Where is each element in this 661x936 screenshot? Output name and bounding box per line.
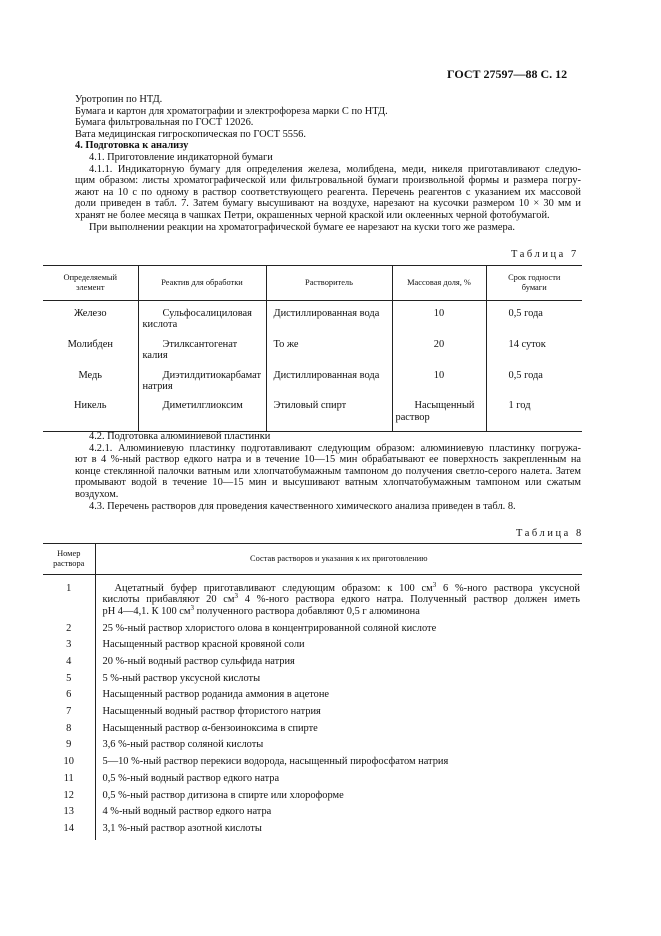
solvent-cell: Дистиллированная вода [266,301,392,331]
table8-header: Состав растворов и указания к их приготовлению [95,544,582,575]
reagent-cell: Этилксантогенат калия [138,331,266,362]
solution-number: 9 [66,739,72,751]
solution-number: 3 [66,639,72,651]
solution-description: 5—10 %-ный раствор перекиси водорода, насыщенный пирофосфатом натрия [95,756,582,773]
solution-number: 12 [63,789,74,801]
paragraph-line: При выполнении реакции на хроматографической бумаге ее нарезают на куски того же размера. [89,221,515,233]
table-row [43,773,582,790]
page-header: ГОСТ 27597—88 С. 12 [447,67,568,81]
solution-description: 20 %-ный водный раствор сульфида натрия [95,656,582,673]
solution-number: 13 [63,806,74,818]
intro-block [75,94,581,233]
solution-description: 25 %-ный раствор хлористого олова в концентрированной соляной кислоте [95,623,582,640]
intro-line: Бумага фильтровальная по ГОСТ 12026. [75,117,254,129]
table7-header: Определяемый элемент [43,266,138,301]
table8-caption: Таблица 8 [516,528,584,539]
element-cell: Железо [73,308,107,319]
solution-number: 4 [66,655,72,667]
term-cell: 0,5 года [486,301,582,331]
table8-header: Номер раствора [43,544,95,575]
paragraph-line: ют в 4 %-ный раствор едкого натра и в течение 10—15 мин обрабатывают ее поверхность закрепленным на [75,454,581,466]
table7-header: Реактив для обработки [138,266,266,301]
table-row [43,689,582,706]
fraction-cell: 10 [392,362,486,393]
intro-line: Бумага и картон для хроматографии и электрофореза марки С по НТД. [75,105,388,117]
intro-line: Вата медицинская гигроскопическая по ГОСТ 5556. [75,128,306,140]
table7-caption: Таблица 7 [511,249,579,260]
fraction-cell: Насыщенный раствор [392,392,486,431]
solution-description: 0,5 %-ный раствор дитизона в спирте или хлороформе [95,790,582,807]
solution-number: 1 [66,583,72,594]
table-row [43,756,582,773]
paragraph-line: 4.3. Перечень растворов для проведения качественного химического анализа приведен в табл. 8. [89,500,516,512]
table7-header: Срок годности бумаги [486,266,582,301]
element-cell: Молибден [67,338,113,350]
term-cell: 0,5 года [486,362,582,393]
solution-number: 2 [66,622,72,634]
solution-number: 10 [63,756,74,768]
solution-description: Насыщенный раствор роданида аммония в ацетоне [95,689,582,706]
table8-header-row [43,544,582,575]
term-cell: 14 суток [486,331,582,362]
solution-number: 11 [63,772,74,784]
table-row [43,673,582,690]
paragraph-line: конце стеклянной палочки ватным или хлопчатобумажным тампоном до получения светло-серого налета. Затем [75,465,581,477]
table-row [43,331,582,362]
solution-number: 5 [66,672,72,684]
table-row [43,301,582,331]
table-row [43,706,582,723]
fraction-cell: 20 [392,331,486,362]
table-row [43,739,582,756]
paragraph-line: 4.2.1. Алюминиевую пластинку подготавливают следующим образом: алюминиевую пластинку погружа- [89,442,581,454]
table-row [43,623,582,640]
subsection-title: 4.2. Подготовка алюминиевой пластинки [89,431,271,442]
table7-header: Растворитель [266,266,392,301]
paragraph-line: воздухом. [75,488,119,500]
table-8 [43,543,582,840]
paragraph-line: 4.1.1. Индикаторную бумагу для определения железа, молибдена, меди, никеля приготавливают следую- [89,163,581,175]
solution-number: 7 [66,706,72,718]
table-row [43,790,582,807]
element-cell: Медь [78,369,103,381]
solution-description: 5 %-ный раствор уксусной кислоты [95,673,582,690]
subsection-title: 4.1. Приготовление индикаторной бумаги [89,151,273,163]
table-7 [43,265,582,432]
solution-description: Насыщенный раствор α-бензоиноксима в спирте [95,723,582,740]
section-4-2 [75,431,581,512]
solution-number: 8 [66,722,72,734]
solvent-cell: Дистиллированная вода [266,362,392,393]
paragraph-line: доли приведен в табл. 7. Затем бумагу высушивают на воздухе, нарезают на кусочки размером 10 × 30 мм и [75,198,581,210]
table-row [43,362,582,393]
table7-header: Массовая доля, % [392,266,486,301]
solution-description: Насыщенный водный раствор фтористого натрия [95,706,582,723]
term-cell: 1 год [486,392,582,431]
table-row [43,392,582,431]
table-row [43,575,582,623]
intro-line: Уротропин по НТД. [75,94,163,105]
paragraph-line: жают на 10 с по одному в раствор соответствующего реагента. Перечень реагентов с указанием их массовой [75,186,581,198]
table-row [43,656,582,673]
section-title: 4. Подготовка к анализу [75,140,189,152]
solvent-cell: Этиловый спирт [266,392,392,431]
paragraph-line: промывают водой в течение 10—15 мин и высушивают ватным хлопчатобумажным тампоном или сжатым [75,477,581,489]
solution-number: 14 [63,822,74,834]
table-row [43,639,582,656]
solution-description: 3,6 %-ный раствор соляной кислоты [95,739,582,756]
table-row [43,823,582,840]
solution-description: 4 %-ный водный раствор едкого натра [95,806,582,823]
paragraph-line: щим образом: листы хроматографической или фильтровальной бумаги произвольной формы и размера погру- [75,175,581,187]
reagent-cell: Диэтилдитиокарбамат натрия [138,362,266,393]
paragraph-line: хранят не более месяца в чашках Петри, окрашенных черной краской или оклеенных черной фотобумагой. [75,209,550,221]
solution-description: 3,1 %-ный раствор азотной кислоты [95,823,582,840]
table7-header-row [43,266,582,301]
table-row [43,723,582,740]
solvent-cell: То же [266,331,392,362]
solution-description: Насыщенный раствор красной кровяной соли [95,639,582,656]
solution-number: 6 [66,689,72,701]
solution-description: 0,5 %-ный водный раствор едкого натра [95,773,582,790]
element-cell: Никель [43,392,138,431]
fraction-cell: 10 [392,301,486,331]
solution-description: Ацетатный буфер приготавливают следующим образом: к 100 $см^3$ 6 %-ного раствора уксусной кислоты прибавляют 20 $см^3$ 4 %-ного раствора едкого натра. Полученный раствор должен иметь pH 4—4,1. К 100 $см^3$ полученного раствора добавляют 0,5 г алюминона [95,575,582,623]
reagent-cell: Диметилглиоксим [138,392,266,431]
reagent-cell: Сульфосалициловая кислота [138,301,266,331]
table-row [43,806,582,823]
